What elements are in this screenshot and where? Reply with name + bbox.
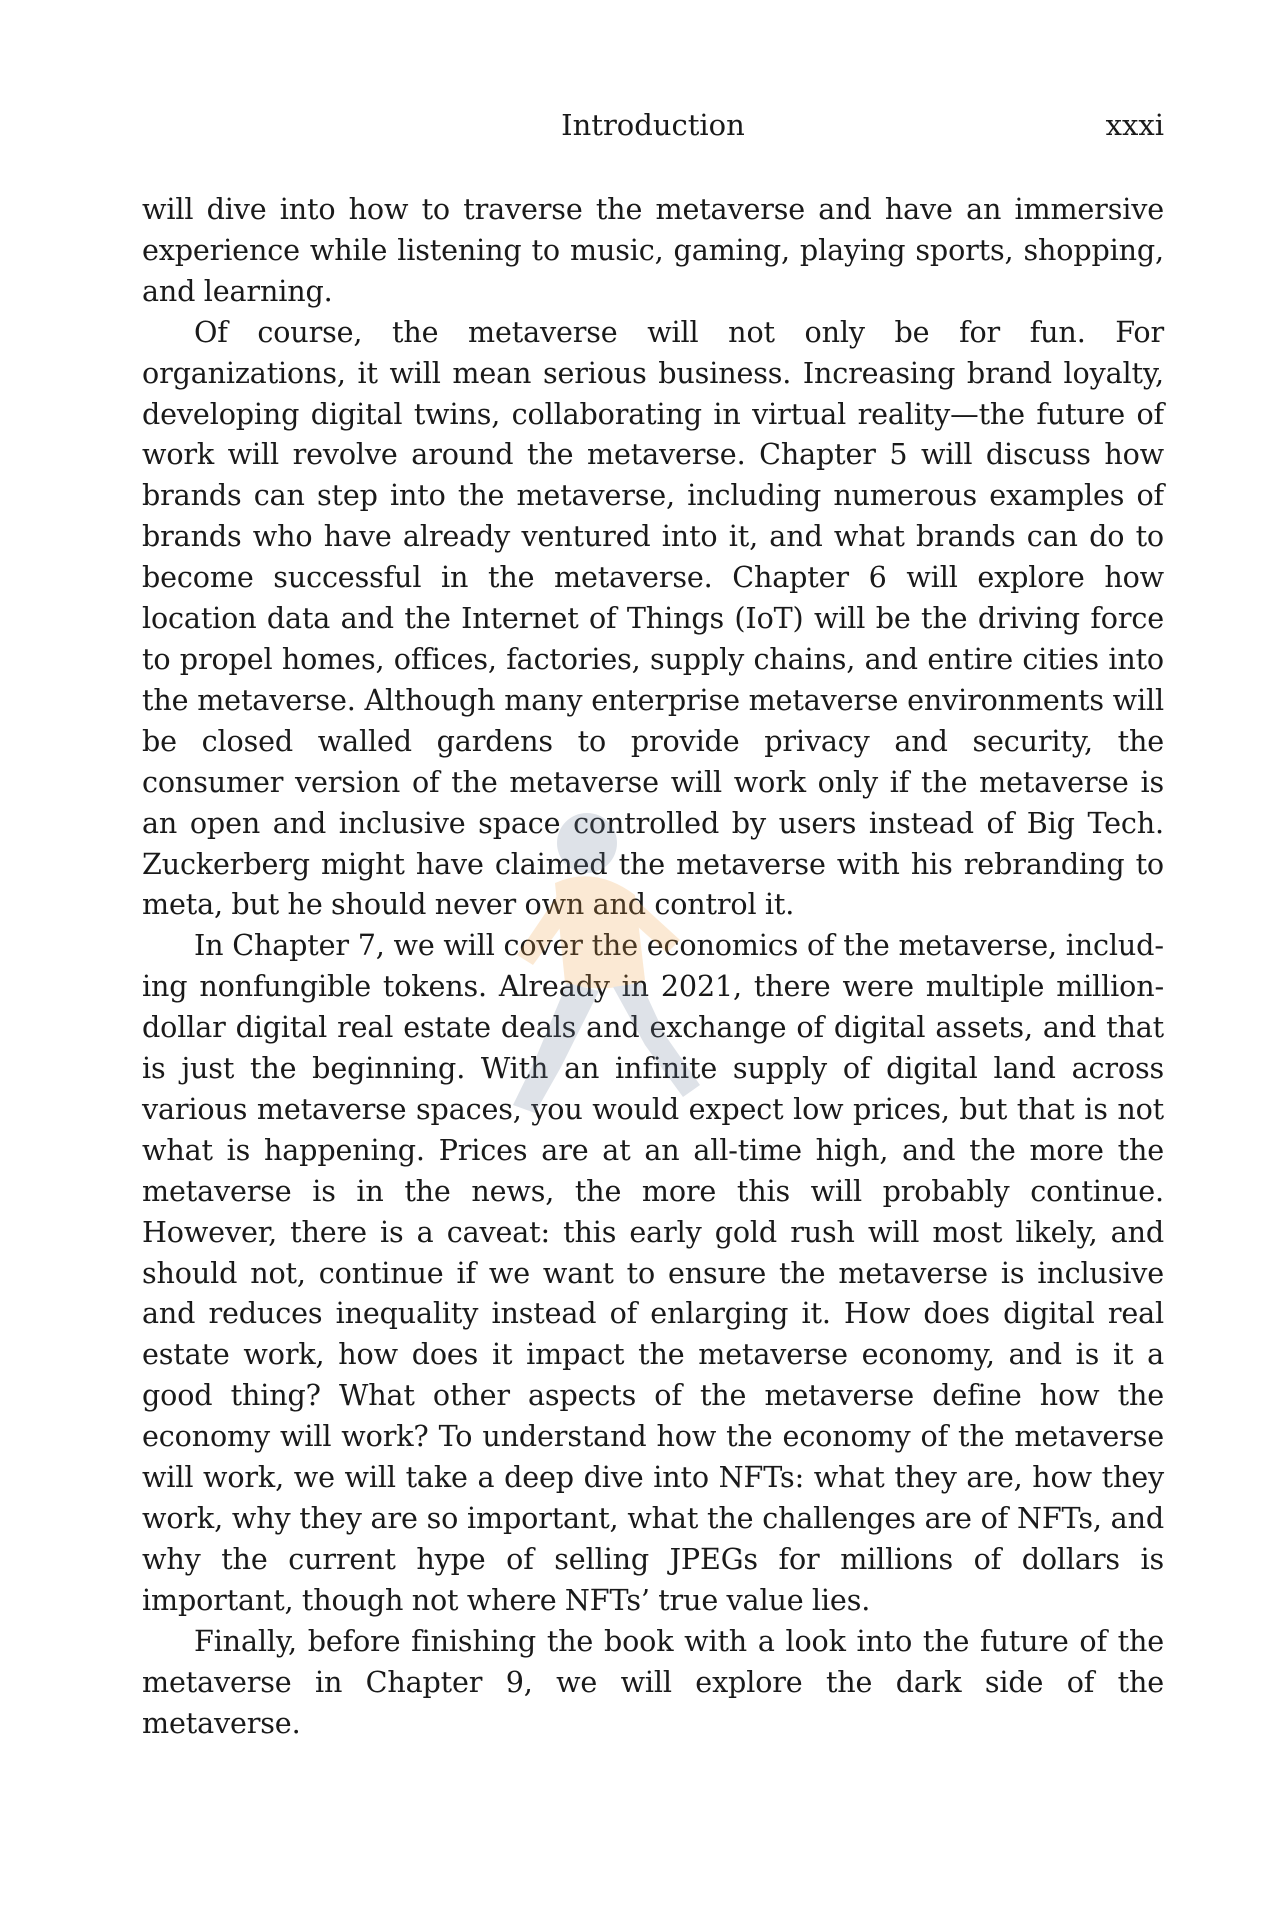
paragraph-1: will dive into how to traverse the metaverse and have an immersive experience while listening to music, gaming, playing sports, shopping, and learning. <box>142 192 1164 308</box>
running-head <box>142 108 1164 148</box>
paragraph-3: In Chapter 7, we will cover the economics of the metaverse, including nonfungible tokens. Already in 2021, there were multiple million-dollar digital real estate deals and exchange of digital assets, and that is just the beginning. With an infinite supply of digital land across various metaverse spaces, you would expect low prices, but that is not what is happening. Prices are at an all-time high, and the more the metaverse is in the news, the more this will probably continue. However, there is a caveat: this early gold rush will most likely, and should not, continue if we want to ensure the metaverse is inclusive and reduces inequality instead of enlarging it. How does digital real estate work, how does it impact the metaverse economy, and is it a good thing? What other aspects of the metaverse define how the economy will work? To understand how the economy of the metaverse will work, we will take a deep dive into NFTs: what they are, how they work, why they are so important, what the challenges are of NFTs, and why the current hype of selling JPEGs for millions of dollars is important, though not where NFTs’ true value lies. <box>142 928 1164 1617</box>
body-text <box>142 189 1164 1743</box>
chapter-title: Introduction <box>561 108 745 142</box>
page-number: xxxi <box>1105 108 1164 142</box>
paragraph-2: Of course, the metaverse will not only be for fun. For organizations, it will mean serious business. Increasing brand loyalty, developing digital twins, collaborating in virtual reality—the future of work will revolve around the metaverse. Chapter 5 will discuss how brands can step into the metaverse, including numerous examples of brands who have already ventured into it, and what brands can do to become successful in the metaverse. Chapter 6 will explore how location data and the Internet of Things (IoT) will be the driving force to propel homes, offices, factories, supply chains, and entire cities into the metaverse. Although many enterprise metaverse environments will be closed walled gardens to provide privacy and security, the consumer version of the metaverse will work only if the metaverse is an open and inclusive space controlled by users instead of Big Tech. Zuckerberg might have claimed the metaverse with his rebranding to meta, but he should never own and control it. <box>142 314 1164 922</box>
paragraph-4: Finally, before finishing the book with a look into the future of the metaverse in Chapter 9, we will explore the dark side of the metaverse. <box>142 1623 1164 1740</box>
